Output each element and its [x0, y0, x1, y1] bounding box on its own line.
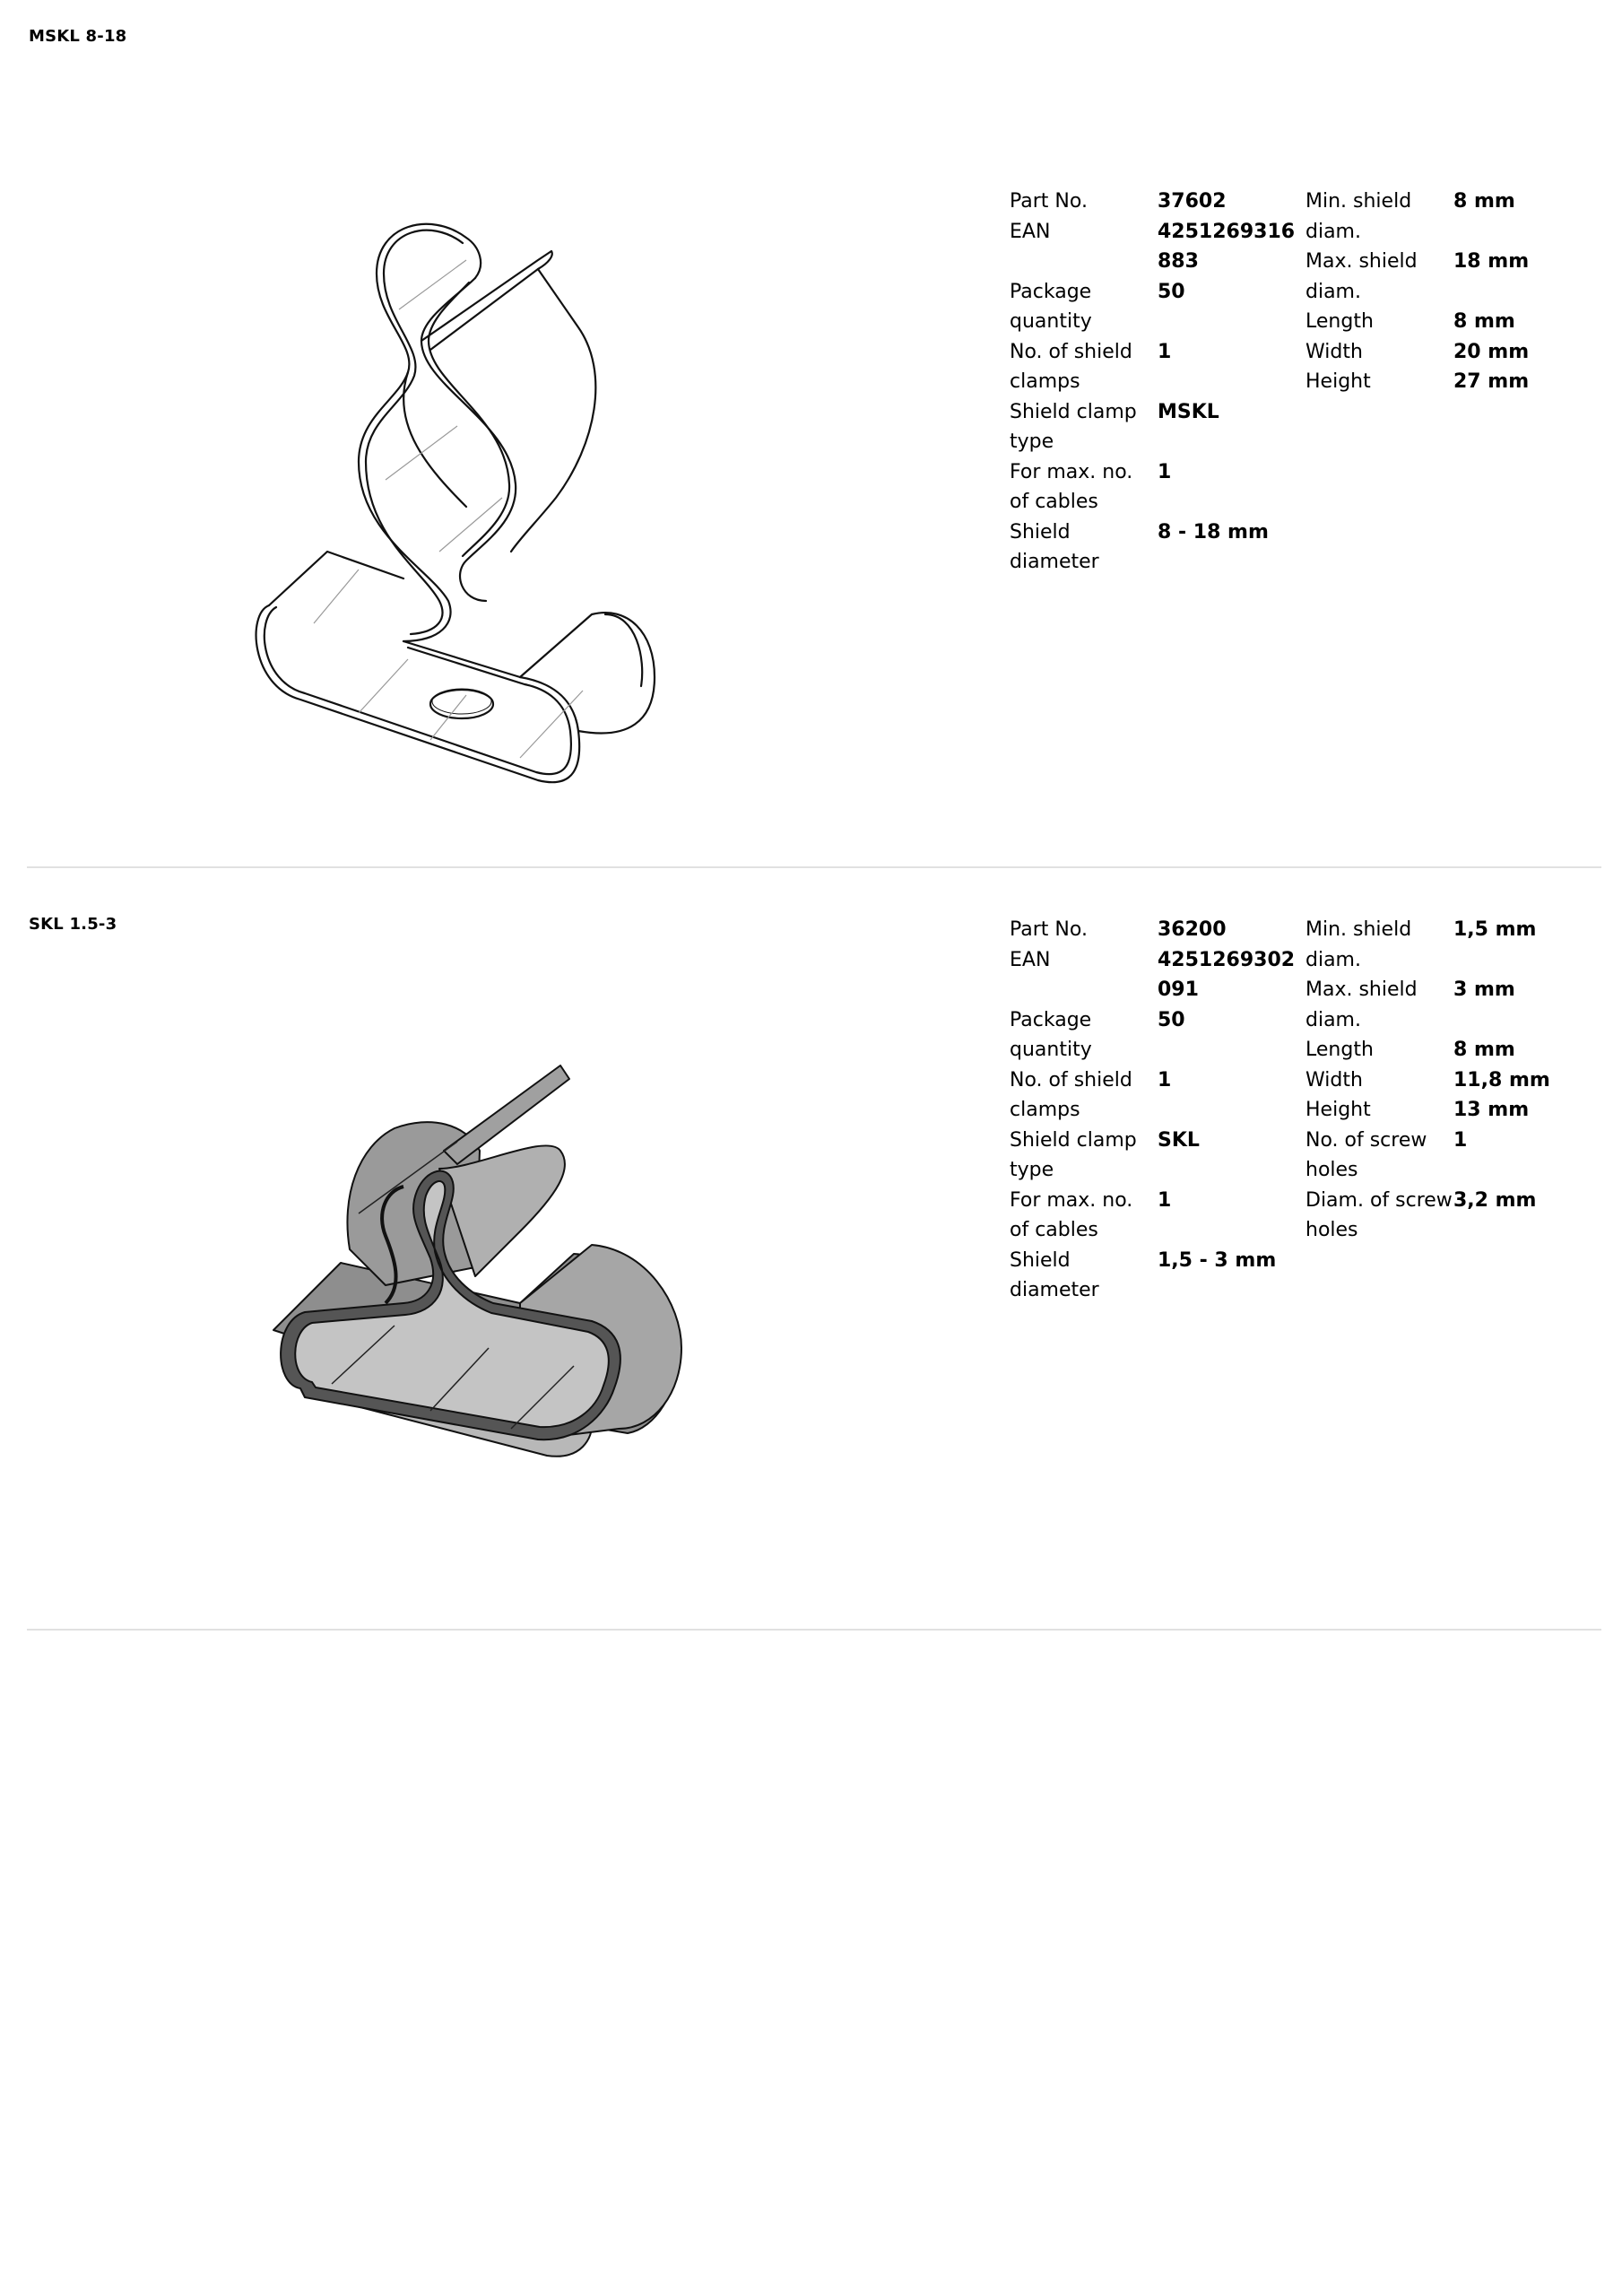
spec-row-shield-clamp-type	[1010, 1126, 1305, 1186]
spec-value: 50	[1158, 1008, 1185, 1031]
spec-row-no-of-shield-clamps	[1010, 337, 1305, 397]
spec-row-width	[1305, 337, 1601, 368]
spec-value: 13 mm	[1453, 1099, 1530, 1121]
spec-value: MSKL	[1158, 400, 1219, 423]
spec-row-no-of-shield-clamps	[1010, 1065, 1305, 1126]
spec-label: Diam. of screw holes	[1305, 1188, 1453, 1241]
shield-clamp-line-drawing	[251, 193, 753, 821]
spec-row-max-cables	[1010, 457, 1305, 517]
spec-label: Height	[1305, 370, 1371, 393]
spec-label: No. of shield clamps	[1010, 340, 1132, 393]
spec-column-left	[1010, 915, 1305, 1306]
spec-label: Shield diameter	[1010, 520, 1099, 573]
spec-row-ean	[1010, 945, 1305, 1005]
spec-label: Part No.	[1010, 918, 1088, 941]
spec-row-width	[1305, 1065, 1601, 1096]
spec-row-part-no	[1010, 187, 1305, 217]
spec-row-min-shield-diam	[1305, 915, 1601, 975]
section-divider	[27, 1629, 1601, 1631]
spec-label: Shield diameter	[1010, 1248, 1099, 1301]
spec-value: 20 mm	[1453, 340, 1530, 363]
spec-value: 8 mm	[1453, 310, 1515, 333]
spec-value: 4251269316883	[1158, 220, 1296, 273]
spec-value: 3 mm	[1453, 978, 1515, 1001]
spec-label: Shield clamp type	[1010, 1128, 1137, 1181]
spec-value: SKL	[1158, 1128, 1200, 1152]
spec-value: 3,2 mm	[1453, 1188, 1537, 1212]
spec-label: Min. shield diam.	[1305, 190, 1412, 243]
spec-label: Part No.	[1010, 190, 1088, 213]
spec-row-max-cables	[1010, 1186, 1305, 1246]
spec-label: Width	[1305, 1068, 1363, 1091]
spec-value: 50	[1158, 280, 1185, 303]
spec-label: Length	[1305, 1039, 1374, 1061]
spec-column-right	[1305, 187, 1601, 397]
spec-row-diam-of-screw-holes	[1305, 1186, 1601, 1246]
spec-label: Package quantity	[1010, 1008, 1092, 1061]
spec-label: No. of screw holes	[1305, 1128, 1427, 1181]
spec-value: 8 - 18 mm	[1158, 520, 1269, 544]
spec-row-part-no	[1010, 915, 1305, 945]
spec-label: For max. no. of cables	[1010, 1188, 1133, 1241]
shield-clamp-shaded-drawing	[251, 1034, 753, 1509]
spec-row-package-quantity	[1010, 1005, 1305, 1065]
spec-value: 1,5 - 3 mm	[1158, 1248, 1277, 1272]
product-card-skl	[27, 868, 1601, 1631]
spec-row-height	[1305, 367, 1601, 397]
spec-value: 11,8 mm	[1453, 1068, 1550, 1091]
spec-label: Max. shield diam.	[1305, 250, 1418, 303]
spec-row-shield-diameter	[1010, 1246, 1305, 1306]
product-title: MSKL 8-18	[29, 27, 127, 46]
spec-row-ean	[1010, 217, 1305, 277]
spec-value: 4251269302091	[1158, 948, 1296, 1001]
spec-row-max-shield-diam	[1305, 247, 1601, 307]
spec-row-length	[1305, 307, 1601, 337]
spec-row-height	[1305, 1095, 1601, 1126]
spec-row-max-shield-diam	[1305, 975, 1601, 1035]
spec-label: Height	[1305, 1099, 1371, 1121]
spec-value: 1	[1158, 1188, 1172, 1212]
spec-label: Length	[1305, 310, 1374, 333]
spec-row-package-quantity	[1010, 277, 1305, 337]
spec-column-left	[1010, 187, 1305, 578]
spec-label: EAN	[1010, 220, 1051, 243]
spec-label: Shield clamp type	[1010, 400, 1137, 453]
spec-label: Width	[1305, 340, 1363, 363]
spec-value: 1	[1158, 340, 1172, 363]
spec-label: No. of shield clamps	[1010, 1068, 1132, 1121]
spec-row-shield-diameter	[1010, 517, 1305, 578]
spec-row-min-shield-diam	[1305, 187, 1601, 247]
spec-value: 27 mm	[1453, 370, 1530, 393]
spec-value: 37602	[1158, 190, 1227, 213]
spec-value: 8 mm	[1453, 190, 1515, 213]
product-title: SKL 1.5-3	[29, 915, 117, 934]
spec-value: 18 mm	[1453, 250, 1530, 273]
spec-label: EAN	[1010, 948, 1051, 971]
spec-value: 1	[1158, 460, 1172, 483]
spec-column-right	[1305, 915, 1601, 1246]
spec-value: 36200	[1158, 918, 1227, 941]
spec-label: Max. shield diam.	[1305, 978, 1418, 1031]
spec-row-no-of-screw-holes	[1305, 1126, 1601, 1186]
spec-row-length	[1305, 1035, 1601, 1065]
spec-label: For max. no. of cables	[1010, 460, 1133, 513]
spec-value: 1,5 mm	[1453, 918, 1537, 941]
spec-label: Package quantity	[1010, 280, 1092, 333]
spec-value: 8 mm	[1453, 1039, 1515, 1061]
spec-value: 1	[1453, 1128, 1468, 1152]
spec-value: 1	[1158, 1068, 1172, 1091]
spec-label: Min. shield diam.	[1305, 918, 1412, 971]
spec-row-shield-clamp-type	[1010, 397, 1305, 457]
product-card-mskl	[27, 0, 1601, 868]
